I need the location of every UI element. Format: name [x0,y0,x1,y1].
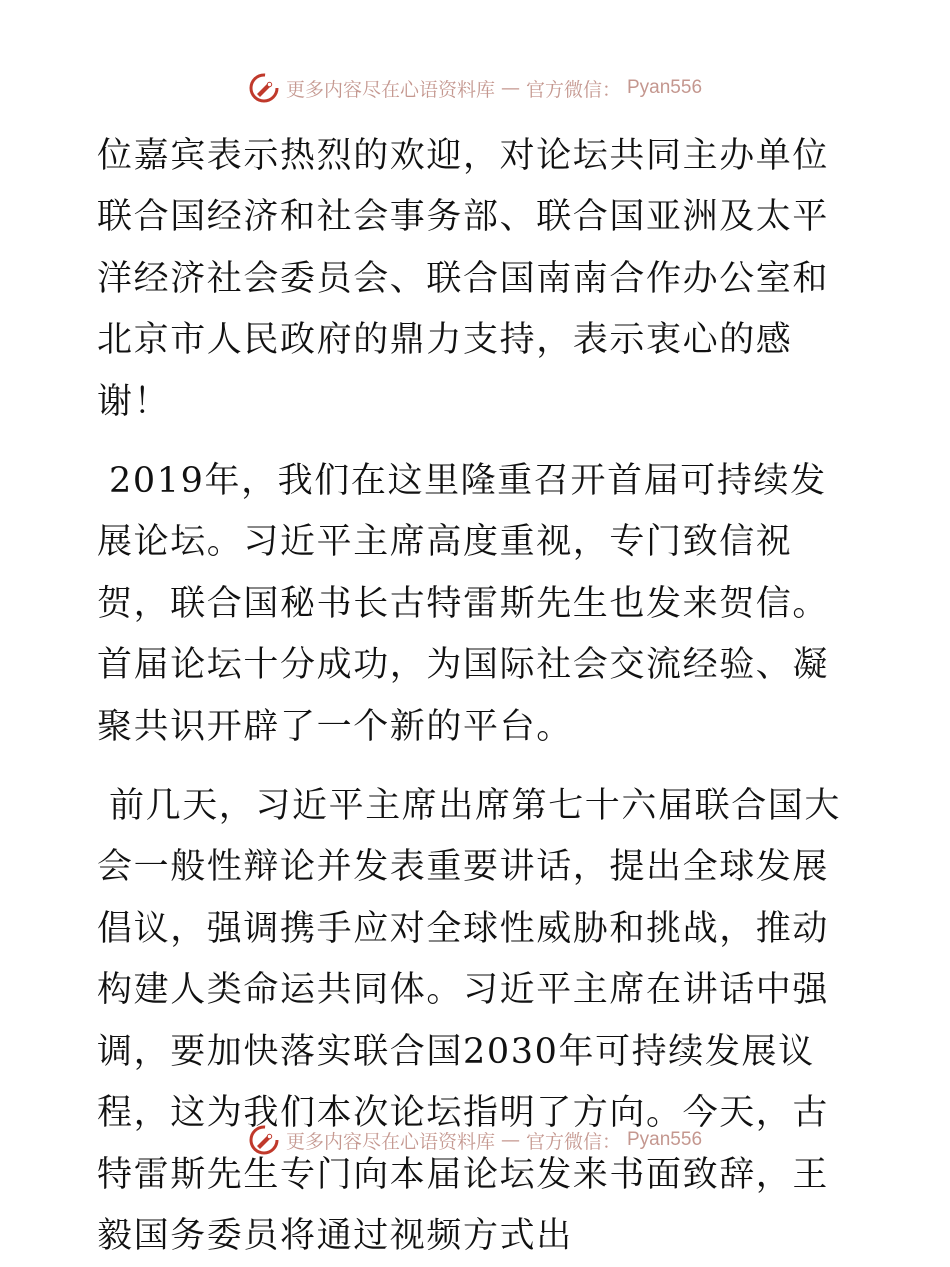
watermark-dash: — [500,77,520,99]
watermark-contact-id: Pyan556 [627,77,703,98]
paragraph-2: 2019年，我们在这里隆重召开首届可持续发展论坛。习近平主席高度重视，专门致信祝贺，联合国秘书长古特雷斯先生也发来贺信。首届论坛十分成功，为国际社会交流经验、凝聚共识开辟了一个新的平台。 [97,461,830,747]
paragraph-3: 前几天，习近平主席出席第七十六届联合国大会一般性辩论并发表重要讲话，提出全球发展倡议，强调携手应对全球性威胁和挑战，推动构建人类命运共同体。习近平主席在讲话中强调，要加快落实联合国2030年可持续发展议程，这为我们本次论坛指明了方向。今天，古特雷斯先生专门向本届论坛发来书面致辞，王毅国务委员将通过视频方式出 [97,786,842,1256]
watermark-main-text: 更多内容尽在心语资料库 [285,1130,495,1153]
watermark-contact-id: Pyan556 [627,1129,703,1150]
header-watermark [0,72,950,104]
watermark-dash: — [500,1129,520,1151]
footer-watermark [0,1124,950,1156]
paragraph-1: 位嘉宾表示热烈的欢迎，对论坛共同主办单位联合国经济和社会事务部、联合国亚洲及太平洋经济社会委员会、联合国南南合作办公室和北京市人民政府的鼎力支持，表示衷心的感谢！ [97,136,830,422]
document-body [97,126,857,1267]
watermark-contact-label: 官方微信： [525,78,621,101]
library-logo-icon [248,72,280,104]
watermark-contact-label: 官方微信： [525,1130,621,1153]
watermark-main-text: 更多内容尽在心语资料库 [285,78,495,101]
library-logo-icon [248,1124,280,1156]
